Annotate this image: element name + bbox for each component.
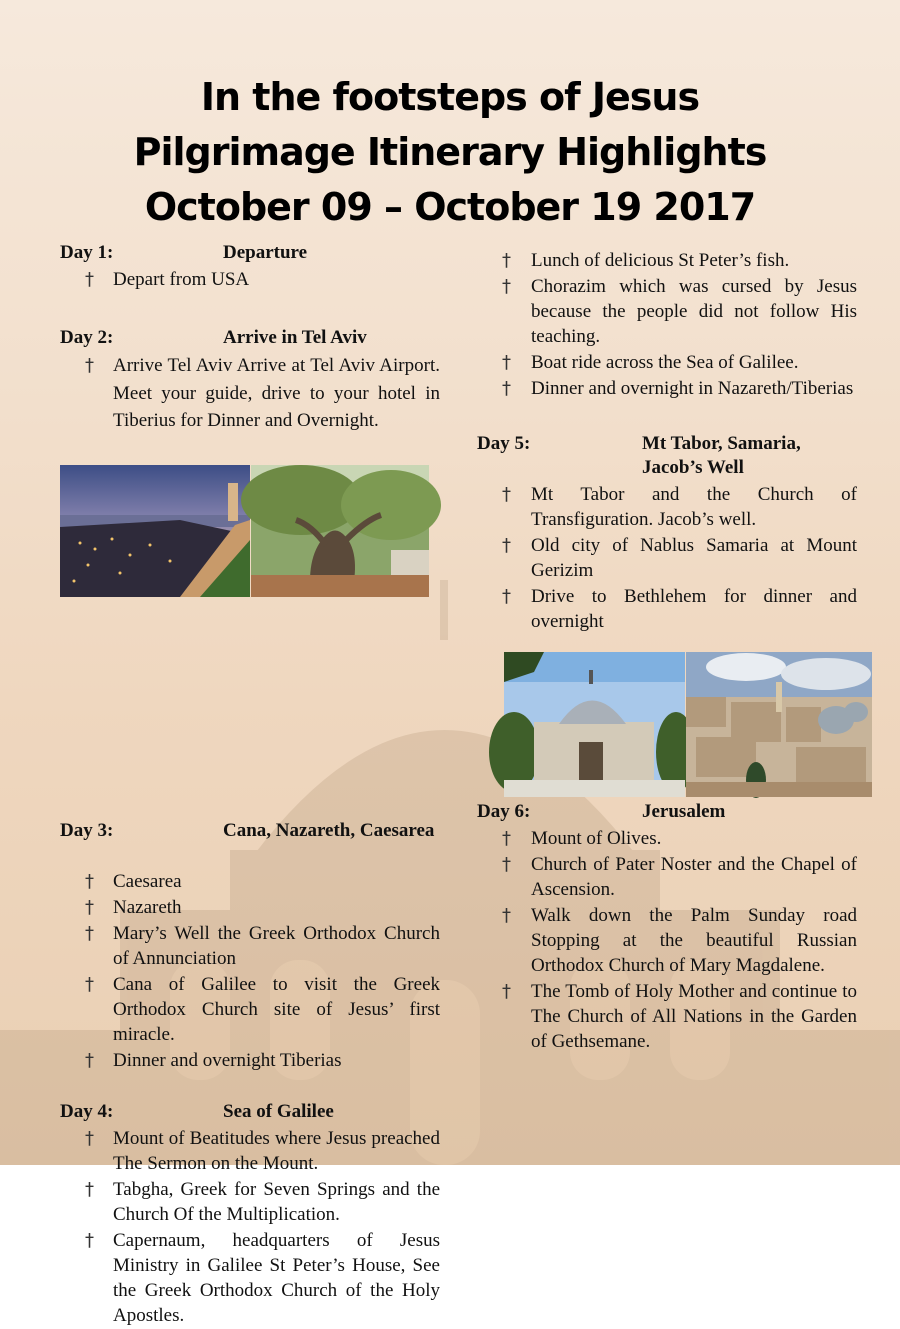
title-line-1: In the footsteps of Jesus: [200, 75, 700, 119]
day-label: Day 6:: [477, 801, 531, 822]
cross-bullet-icon: [85, 921, 94, 946]
list-item: † Mount of Beatitudes where Jesus preached The Sermon on the Mount.: [60, 1126, 440, 1176]
day-1-heading: [60, 241, 440, 265]
day-1-section: [60, 241, 440, 292]
list-item: † Mary’s Well the Greek Orthodox Church of Annunciation: [60, 921, 440, 971]
day-3-heading: [60, 819, 440, 867]
church-dome-photo: [504, 652, 685, 797]
day-3-list: [60, 869, 440, 1073]
list-item: † Chorazim which was cursed by Jesus because the people did not follow His teaching.: [477, 274, 857, 349]
day-4-section: [60, 1100, 440, 1328]
title-line-2: Pilgrimage Itinerary Highlights: [133, 130, 767, 174]
day-title: Arrive in Tel Aviv: [223, 327, 367, 348]
list-item: † Mount of Olives.: [477, 826, 857, 851]
day-2-section: [60, 326, 440, 435]
day-1-list: [60, 267, 440, 292]
cross-bullet-icon: [502, 376, 511, 401]
list-item: † Mt Tabor and the Church of Transfiguration. Jacob’s well.: [477, 482, 857, 532]
cross-bullet-icon: [85, 352, 94, 380]
haifa-night-photo: [60, 465, 250, 597]
list-item: † Dinner and overnight Tiberias: [60, 1048, 440, 1073]
cross-bullet-icon: [502, 274, 511, 299]
list-item: † Walk down the Palm Sunday road Stopping at the beautiful Russian Orthodox Church of Mary Magdalene.: [477, 903, 857, 978]
day-6-section: [477, 800, 857, 1054]
cross-bullet-icon: [502, 903, 511, 928]
day-title: Jerusalem: [642, 801, 726, 822]
day-title: Cana, Nazareth, Caesarea: [223, 819, 435, 841]
left-column: [60, 241, 440, 1329]
day-4-list-part-1: [60, 1126, 440, 1328]
cross-bullet-icon: [502, 979, 511, 1004]
day-4-heading: [60, 1100, 440, 1124]
day-title: Sea of Galilee: [223, 1100, 334, 1122]
day-2-heading: [60, 326, 440, 350]
day-6-heading: [477, 800, 857, 824]
title-line-3: October 09 – October 19 2017: [144, 185, 756, 229]
list-item: † The Tomb of Holy Mother and continue to The Church of All Nations in the Garden of Gethsemane.: [477, 979, 857, 1054]
list-item: † Depart from USA: [60, 267, 440, 292]
cross-bullet-icon: [85, 1126, 94, 1151]
cross-bullet-icon: [85, 1048, 94, 1073]
list-item: † Church of Pater Noster and the Chapel of Ascension.: [477, 852, 857, 902]
page-title: [0, 70, 900, 235]
list-item: † Capernaum, headquarters of Jesus Ministry in Galilee St Peter’s House, See the Greek Orthodox Church of the Holy Apostles.: [60, 1228, 440, 1328]
day-5-heading: [477, 432, 857, 480]
day-label: Day 4:: [60, 1100, 114, 1122]
cross-bullet-icon: [502, 350, 511, 375]
day-5-list: [477, 482, 857, 634]
list-item: † Boat ride across the Sea of Galilee.: [477, 350, 857, 375]
cross-bullet-icon: [502, 248, 511, 273]
cross-bullet-icon: [85, 1228, 94, 1253]
cross-bullet-icon: [85, 267, 94, 292]
day-6-list: [477, 826, 857, 1054]
day-label: Day 1:: [60, 242, 114, 263]
day-label: Day 3:: [60, 819, 114, 841]
list-item: † Drive to Bethlehem for dinner and overnight: [477, 584, 857, 634]
day-title: Mt Tabor, Samaria, Jacob’s Well: [642, 433, 801, 478]
list-item: † Arrive Tel Aviv Arrive at Tel Aviv Airport. Meet your guide, drive to your hotel in Tiberius for Dinner and Overnight.: [60, 352, 440, 435]
cross-bullet-icon: [502, 482, 511, 507]
day-label: Day 2:: [60, 327, 114, 348]
right-column: [477, 246, 857, 1055]
list-item: † Old city of Nablus Samaria at Mount Gerizim: [477, 533, 857, 583]
day-title: Departure: [223, 242, 308, 263]
cross-bullet-icon: [502, 826, 511, 851]
cross-bullet-icon: [502, 533, 511, 558]
cross-bullet-icon: [85, 1177, 94, 1202]
cross-bullet-icon: [502, 584, 511, 609]
day-3-section: [60, 819, 440, 1073]
day-label: Day 5:: [477, 433, 531, 454]
day-4-list-part-2: [477, 248, 857, 401]
cross-bullet-icon: [502, 852, 511, 877]
cross-bullet-icon: [85, 869, 94, 894]
day-5-section: [477, 432, 857, 634]
list-item: † Nazareth: [60, 895, 440, 920]
jerusalem-old-city-photo: [686, 652, 872, 797]
olive-garden-photo: [251, 465, 429, 597]
cross-bullet-icon: [85, 972, 94, 997]
list-item: † Cana of Galilee to visit the Greek Orthodox Church site of Jesus’ first miracle.: [60, 972, 440, 1047]
list-item: † Caesarea: [60, 869, 440, 894]
list-item: † Tabgha, Greek for Seven Springs and the Church Of the Multiplication.: [60, 1177, 440, 1227]
cross-bullet-icon: [85, 895, 94, 920]
day-2-list: [60, 352, 440, 435]
list-item: † Dinner and overnight in Nazareth/Tiberias: [477, 376, 857, 401]
list-item: † Lunch of delicious St Peter’s fish.: [477, 248, 857, 273]
